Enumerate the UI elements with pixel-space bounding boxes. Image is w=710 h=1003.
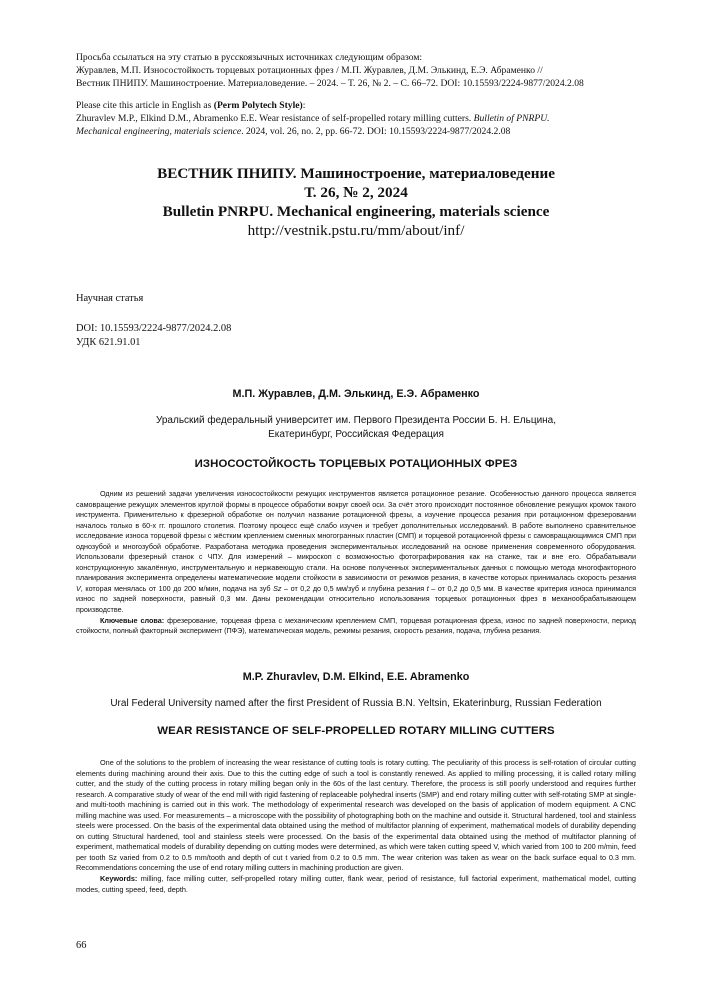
article-udk: УДК 621.91.01: [76, 337, 141, 348]
keywords-ru: Ключевые слова: фрезерование, торцевая фреза с механическим креплением СМП, торцевая ротационная фреза, износ по задней поверхности, период стойкости, полный факторный эксперимент (ПФЭ), математическая модель, режимы резания, скорость резания, подача, глубина резания.: [76, 615, 636, 636]
title-en: WEAR RESISTANCE OF SELF-PROPELLED ROTARY MILLING CUTTERS: [157, 725, 555, 737]
affiliation-ru-line1: Уральский федеральный университет им. Первого Президента России Б. Н. Ельцина,: [155, 415, 557, 426]
citation-ru-line1: Журавлев, М.П. Износостойкость торцевых ротационных фрез / М.П. Журавлев, Д.М. Элькинд, Е.Э. Абраменко //: [76, 65, 543, 76]
abstract-ru: [76, 489, 636, 637]
abstract-en: [76, 758, 636, 895]
authors-ru: М.П. Журавлев, Д.М. Элькинд, Е.Э. Абраменко: [232, 388, 480, 400]
citation-en-line2: Mechanical engineering, materials science. 2024, vol. 26, no. 2, pp. 66-72. DOI: 10.15593/2224-9877/2024.2.08: [76, 126, 511, 137]
article-type: Научная статья: [76, 293, 144, 304]
citation-ru: [76, 51, 636, 90]
authors-en: M.P. Zhuravlev, D.M. Elkind, E.E. Abramenko: [242, 671, 470, 683]
citation-ru-intro: Просьба ссылаться на эту статью в русскоязычных источниках следующим образом:: [76, 52, 423, 63]
journal-title-en: Bulletin PNRPU. Mechanical engineering, materials science: [162, 203, 550, 220]
title-ru: ИЗНОСОСТОЙКОСТЬ ТОРЦЕВЫХ РОТАЦИОННЫХ ФРЕЗ: [194, 458, 518, 470]
abstract-en-text: One of the solutions to the problem of increasing the wear resistance of cutting tools is rotary cutting. The peculiarity of this process is self-rotation of circular cutting elements during machining around their axis. Due to this the cutting edge of such a tool is constantly renewed. As applied to milling processing, it is called rotary milling cutter, and the study of the cutting process in rotary milling began only in the 60s of the last century. Therefore, the process is still poorly understood and requires further research. A comparative study of wear of the end mill with rigid fastening of replaceable polyhedral inserts (SMP) and end rotary milling cutter with self-rotating SMP at single- and multi-tooth machining is carried out in this work. The methodology of experimental research was developed on the basis of application of modern equipment. A CNC milling machine was used. For measurements – a microscope with the possibility of photographing both on the machine and outside it. Structural hardened, tool and stainless steels were processed. On the basis of the experimental data obtained using the method of multifactor planning of experiment, mathematical models of durability depending on cutting Structural hardened, tool and stainless steels were processed. On the basis of the experimental data obtained using the method of multifactor planning of experiment, mathematical models of durability depending on cutting modes were determined, as which were taken cutting speed V, which varied from 100 to 200 m/min, feed per tooth Sz varied from 0.2 to 0.5 mm/tooth and depth of cut t varied from 0.2 to 0.5 mm. The wear criterion was taken as wear on the back surface equal to 0.3 mm. Recommendations concerning the use of end rotary milling cutters in machining production are given.: [76, 758, 636, 873]
affiliation-ru: [76, 414, 636, 442]
affiliation-ru-line2: Екатеринбург, Российская Федерация: [268, 429, 444, 440]
citation-ru-line2: Вестник ПНИПУ. Машиностроение. Материаловедение. – 2024. – Т. 26, № 2. – С. 66–72. DOI: 10.15593/2224-9877/2024.2.08: [76, 78, 584, 89]
journal-url[interactable]: http://vestnik.pstu.ru/mm/about/inf/: [247, 222, 465, 239]
abstract-ru-text: Одним из решений задачи увеличения износостойкости режущих инструментов является ротационное резание. Особенностью данного процесса является самовращение режущих элементов круглой формы в процессе обработки вокруг своей оси. За счёт этого происходит постоянное обновление режущих кромок такого инструмента. Применительно к фрезерной обработке он получил название ротационной фрезы, а изучение процесса резания при ротационном фрезеровании началось только в 60-х гг. прошлого столетия. Поэтому процесс ещё слабо изучен и требует дополнительных исследований. В работе выполнено сравнительное исследование износа торцевой фрезы с жёстким креплением сменных многогранных пластин (СМП) и торцевой ротационной фрезы с самовращающимися СМП при однозубой и многозубой обработке. Разработана методика проведения экспериментальных исследований на основе применения современного оборудования. Использовали фрезерный станок с ЧПУ. Для измерений – микроскоп с возможностью фотографирования как на станке, так и вне его. Обрабатывали конструкционную закалённую, инструментальную и нержавеющую стали. На основе полученных экспериментальных данных с помощью метода многофакторного планирования эксперимента определены математические модели стойкости в зависимости от режимов резания, в качестве которых принималась скорость резания V, которая менялась от 100 до 200 м/мин, подача на зуб Sz – от 0,2 до 0,5 мм/зуб и глубина резания t – от 0,2 до 0,5 мм. В качестве критерия износа принимался износ по задней поверхности, равный 0,3 мм. Даны рекомендации относительно использования торцевых ротационных фрез в механообрабатывающем производстве.: [76, 489, 636, 615]
citation-en-intro: Please cite this article in English as (Perm Polytech Style):: [76, 100, 306, 111]
affiliation-en: Ural Federal University named after the first President of Russia B.N. Yeltsin, Ekaterinburg, Russian Federation: [110, 698, 602, 709]
journal-issue: Т. 26, № 2, 2024: [304, 184, 408, 201]
journal-header: [76, 164, 636, 240]
citation-en-line1: Zhuravlev M.P., Elkind D.M., Abramenko E.E. Wear resistance of self-propelled rotary milling cutters. Bulletin of PNRPU.: [76, 113, 550, 124]
page-number: 66: [76, 940, 87, 951]
citation-en: [76, 99, 636, 138]
article-doi: DOI: 10.15593/2224-9877/2024.2.08: [76, 323, 232, 334]
journal-title-ru: ВЕСТНИК ПНИПУ. Машиностроение, материаловедение: [157, 165, 555, 182]
keywords-en: Keywords: milling, face milling cutter, self-propelled rotary milling cutter, flank wear, period of resistance, full factorial experiment, mathematical model, cutting modes, cutting speed, feed, depth.: [76, 874, 636, 894]
